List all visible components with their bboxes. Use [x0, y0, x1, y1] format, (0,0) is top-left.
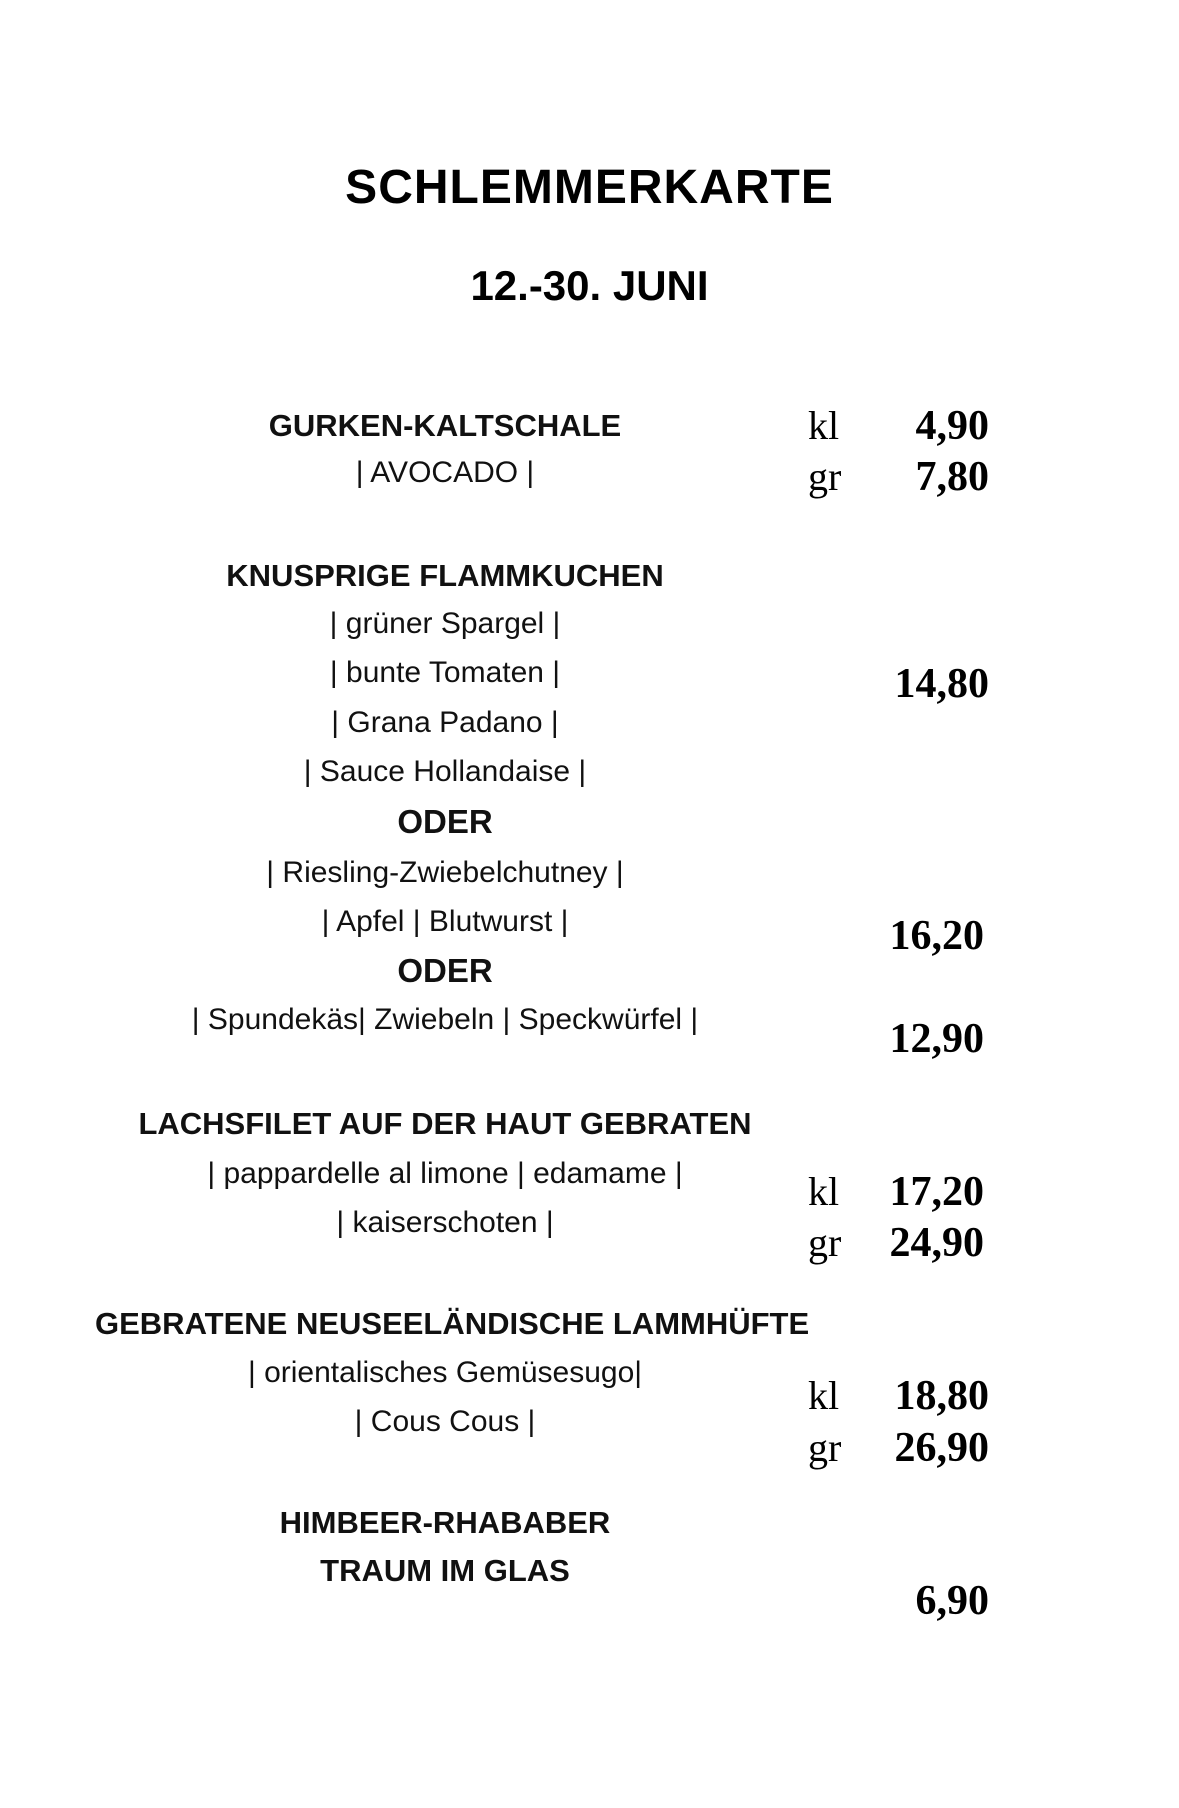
dish-description: | Sauce Hollandaise | [303, 755, 587, 788]
dish-name: HIMBEER-RHABABER [279, 1505, 611, 1540]
dish-description: | grüner Spargel | [329, 607, 561, 640]
price: 17,20 [889, 1169, 984, 1215]
dish-description: | pappardelle al limone | edamame | [207, 1157, 683, 1190]
dish-name: GURKEN-KALTSCHALE [268, 408, 622, 443]
dish-description: | orientalisches Gemüsesugo| [247, 1356, 643, 1389]
page-subtitle: 12.-30. JUNI [470, 262, 709, 309]
price: 4,90 [915, 403, 989, 449]
dish-description: | Spundekäs| Zwiebeln | Speckwürfel | [191, 1003, 699, 1036]
dish-description: | Grana Padano | [331, 706, 559, 739]
dish-name: GEBRATENE NEUSEELÄNDISCHE LAMMHÜFTE [95, 1306, 810, 1341]
oder-separator: ODER [397, 803, 493, 840]
size-label: kl [808, 1169, 840, 1214]
dish-name-line-2: TRAUM IM GLAS [320, 1553, 570, 1588]
size-label: gr [808, 1220, 842, 1265]
size-label: gr [808, 454, 842, 499]
dish-description: | Apfel | Blutwurst | [321, 905, 569, 938]
oder-separator: ODER [397, 952, 493, 989]
size-label: kl [808, 403, 840, 448]
price: 12,90 [889, 1016, 984, 1062]
size-label: gr [808, 1425, 842, 1470]
price: 18,80 [894, 1373, 989, 1419]
dish-name: KNUSPRIGE FLAMMKUCHEN [226, 558, 664, 593]
dish-description: | Cous Cous | [354, 1405, 536, 1438]
price: 16,20 [889, 913, 984, 959]
dish-name: LACHSFILET AUF DER HAUT GEBRATEN [138, 1106, 752, 1141]
dish-description: | bunte Tomaten | [329, 656, 561, 689]
dish-description: | AVOCADO | [355, 456, 535, 489]
size-label: kl [808, 1373, 840, 1418]
page-title: SCHLEMMERKARTE [345, 161, 834, 214]
price: 26,90 [894, 1425, 989, 1471]
dish-description: | kaiserschoten | [336, 1206, 554, 1239]
price: 24,90 [889, 1220, 984, 1266]
price: 6,90 [915, 1578, 989, 1624]
price: 7,80 [915, 454, 989, 500]
dish-description: | Riesling-Zwiebelchutney | [266, 856, 624, 889]
price: 14,80 [894, 661, 989, 707]
